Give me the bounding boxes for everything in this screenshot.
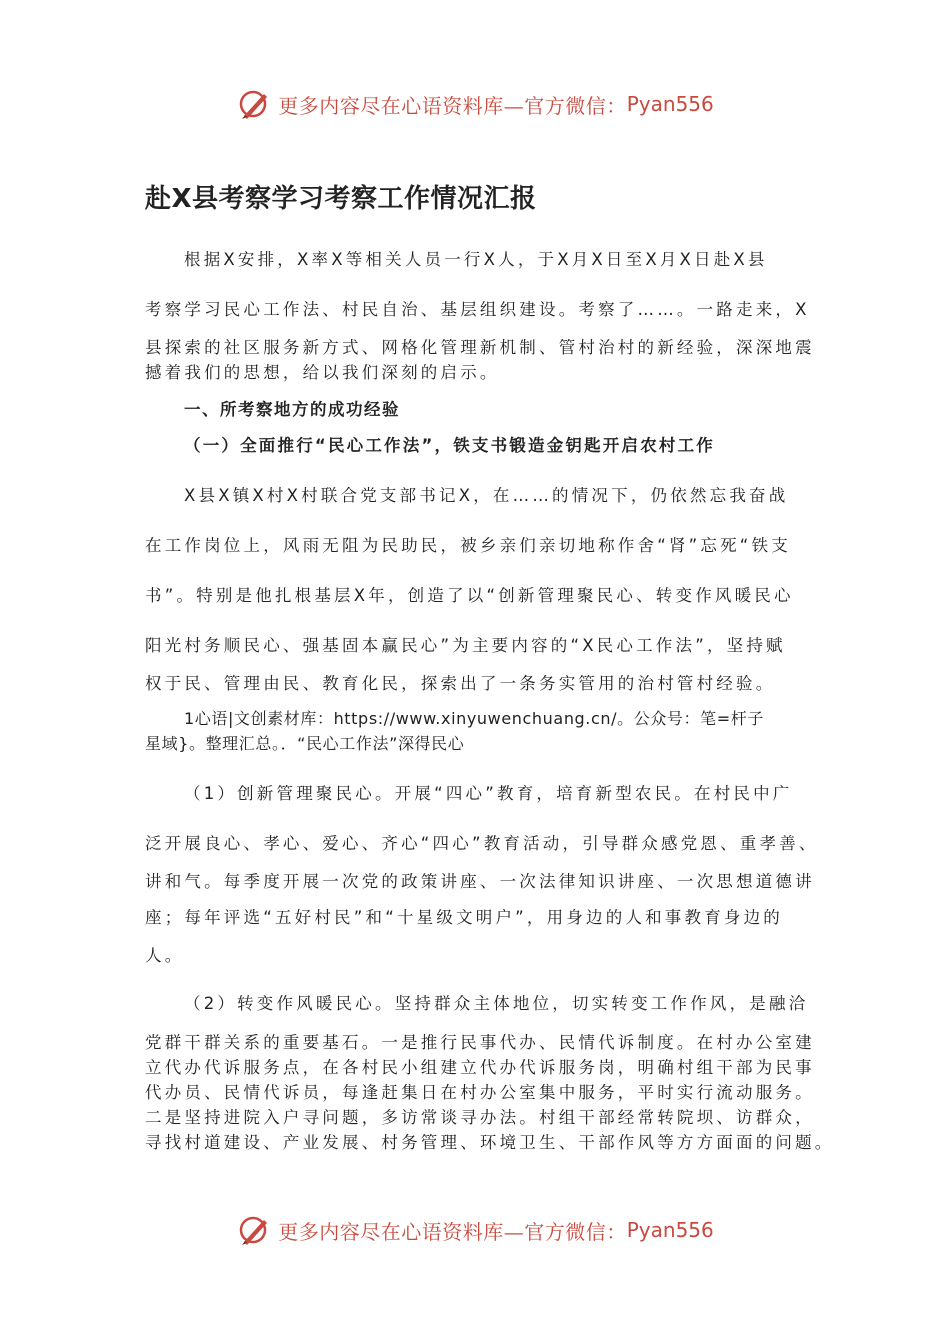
pen-logo-icon bbox=[236, 86, 272, 122]
paragraph-line: 县探索的社区服务新方式、网格化管理新机制、管村治村的新经验，深深地震 bbox=[145, 338, 815, 357]
paragraph-line: 泛开展良心、孝心、爱心、齐心“四心”教育活动，引导群众感党恩、重孝善、 bbox=[145, 834, 819, 853]
paragraph-line: 考察学习民心工作法、村民自治、基层组织建设。考察了……。一路走来，X bbox=[145, 300, 810, 319]
paragraph-line: 立代办代诉服务点，在各村民小组建立代办代诉服务岗，明确村组干部为民事 bbox=[145, 1058, 815, 1077]
paragraph-line: （1）创新管理聚民心。开展“四心”教育，培育新型农民。在村民中广 bbox=[184, 784, 793, 803]
paragraph-line: 星域}。整理汇总。．“民心工作法”深得民心 bbox=[145, 734, 465, 753]
paragraph-line: 人。 bbox=[145, 946, 185, 965]
paragraph-line: 座；每年评选“五好村民”和“十星级文明户”，用身边的人和事教育身边的 bbox=[145, 908, 783, 927]
paragraph-line: （2）转变作风暖民心。坚持群众主体地位，切实转变工作作风，是融洽 bbox=[184, 994, 809, 1013]
header-watermark-banner bbox=[0, 84, 950, 124]
paragraph-line: 书”。特别是他扎根基层X年，创造了以“创新管理聚民心、转变作风暖民心 bbox=[145, 586, 794, 605]
section-heading: 一、所考察地方的成功经验 bbox=[184, 400, 400, 419]
paragraph-line: 讲和气。每季度开展一次党的政策讲座、一次法律知识讲座、一次思想道德讲 bbox=[145, 872, 815, 891]
paragraph-line: 阳光村务顺民心、强基固本赢民心”为主要内容的“X民心工作法”，坚持赋 bbox=[145, 636, 786, 655]
watermark-source-line: 1心语|文创素材库：https://www.xinyuwenchuang.cn/。公众号：笔=杆子 bbox=[184, 709, 764, 728]
paragraph-line: 二是坚持进院入户寻问题，多访常谈寻办法。村组干部经常转院坝、访群众， bbox=[145, 1108, 815, 1127]
banner-wechat-id: Pyan556 bbox=[626, 1218, 714, 1242]
banner-text: 更多内容尽在心语资料库—官方微信： bbox=[278, 93, 627, 118]
footer-watermark-banner bbox=[0, 1210, 950, 1250]
banner-text: 更多内容尽在心语资料库—官方微信： bbox=[278, 1219, 627, 1244]
paragraph-line: 寻找村道建设、产业发展、村务管理、环境卫生、干部作风等方方面面的问题。 bbox=[145, 1133, 835, 1152]
pen-logo-icon bbox=[236, 1212, 272, 1248]
subsection-heading: （一）全面推行“民心工作法”，铁支书锻造金钥匙开启农村工作 bbox=[184, 436, 715, 455]
paragraph-line: 在工作岗位上，风雨无阻为民助民，被乡亲们亲切地称作舍“肾”忘死“铁支 bbox=[145, 536, 791, 555]
paragraph-line: 撼着我们的思想，给以我们深刻的启示。 bbox=[145, 363, 500, 382]
paragraph-line: X县X镇X村X村联合党支部书记X，在……的情况下，仍依然忘我奋战 bbox=[184, 486, 789, 505]
paragraph-line: 党群干群关系的重要基石。一是推行民事代办、民情代诉制度。在村办公室建 bbox=[145, 1033, 815, 1052]
paragraph-line: 权于民、管理由民、教育化民，探索出了一条务实管用的治村管村经验。 bbox=[145, 674, 776, 693]
document-title: 赴X县考察学习考察工作情况汇报 bbox=[145, 184, 537, 214]
paragraph-line: 代办员、民情代诉员，每逢赶集日在村办公室集中服务，平时实行流动服务。 bbox=[145, 1083, 815, 1102]
banner-wechat-id: Pyan556 bbox=[626, 92, 714, 116]
paragraph-line: 根据X安排，X率X等相关人员一行X人，于X月X日至X月X日赴X县 bbox=[184, 250, 768, 269]
